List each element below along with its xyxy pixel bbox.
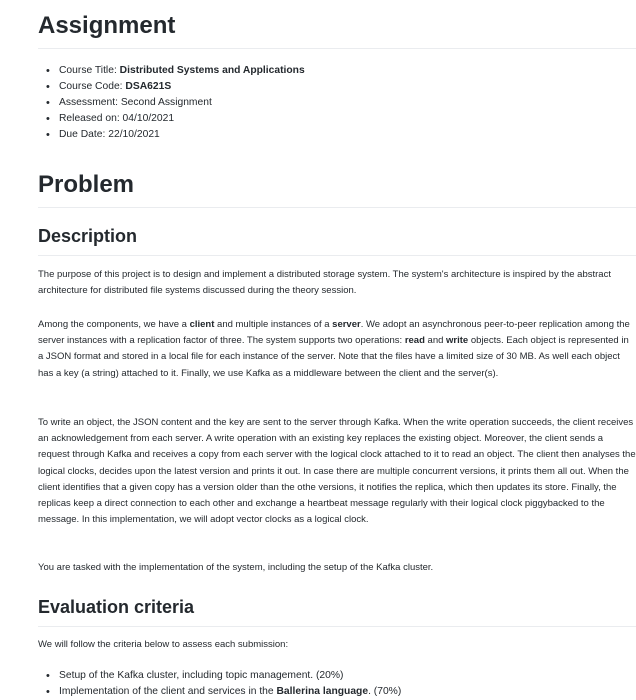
evaluation-intro: We will follow the criteria below to assess each submission: (38, 639, 289, 650)
description-paragraph-2 (38, 317, 636, 382)
p2-bold-write: write (446, 335, 469, 347)
released-label: Released on: (59, 113, 123, 124)
assignment-section (38, 12, 636, 49)
released-value: 04/10/2021 (122, 113, 175, 124)
problem-heading: Problem (38, 171, 636, 208)
course-code-value: DSA621S (125, 81, 172, 92)
course-title-item (59, 63, 636, 79)
due-date-item (59, 127, 636, 143)
course-code-item (59, 79, 636, 95)
assessment-label: Assessment: (59, 97, 121, 108)
released-item (59, 111, 636, 127)
p2-text-4: and (424, 335, 447, 347)
p2-bold-server: server (332, 319, 361, 330)
criterion-item (59, 668, 636, 684)
evaluation-criteria-list (38, 668, 636, 700)
due-date-label: Due Date: (59, 129, 109, 140)
problem-section (38, 171, 636, 208)
course-title-label: Course Title: (59, 65, 120, 76)
criterion-bold-ballerina: Ballerina language (276, 686, 369, 697)
p2-text-1: Among the components, we have a (38, 319, 190, 330)
p2-bold-read: read (404, 335, 425, 347)
assessment-item (59, 95, 636, 111)
criterion-item (59, 684, 636, 700)
criterion-text: . (70%) (368, 686, 402, 697)
description-heading: Description (38, 225, 636, 256)
course-info-list (38, 63, 636, 143)
due-date-value: 22/10/2021 (108, 129, 160, 140)
evaluation-heading: Evaluation criteria (38, 596, 636, 627)
p2-bold-client: client (189, 319, 215, 330)
course-title-value: Distributed Systems and Applications (119, 65, 305, 76)
description-section (38, 225, 636, 256)
p2-text-3: . We adopt an asynchronous peer-to-peer replication among the server instances with a replication factor of three. The system supports two operations: (38, 319, 630, 347)
assignment-heading: Assignment (38, 12, 636, 49)
criterion-text: Implementation of the client and services in the (59, 686, 277, 697)
p2-text-2: and multiple instances of a (214, 319, 333, 330)
course-code-label: Course Code: (59, 81, 126, 92)
p2-text-5: objects. Each object is represented in a JSON format and stored in a local file for each instance of the server. Note that the files have a limited size of 30 MB. As well each object has a key (a string) attached to it. Finally, we use Kafka as a middleware between the client and the server(s). (38, 335, 629, 379)
description-paragraph-4: You are tasked with the implementation of the system, including the setup of the Kafka cluster. (38, 562, 434, 573)
assessment-value: Second Assignment (120, 97, 212, 108)
criterion-text: Setup of the Kafka cluster, including topic management. (20%) (59, 670, 344, 681)
evaluation-section (38, 596, 636, 627)
description-paragraph-3: To write an object, the JSON content and the key are sent to the server through Kafka. When the write operation succeeds, the client receives an acknowledgement from each server. A write operation with an existing key replaces the existing object. Moreover, the client sends a request through Kafka and receives a copy from each server with the logical clock attached to it to read an object. The client then analyses the logical clocks, decides upon the latest version and prints it out. In case there are multiple concurrent versions, it prints them all out. When the client identifies that a given copy has a version older than the othe versions, it notifies the replica, which then updates its store. Finally, the replicas keep a direct connection to each other and exchange a heartbeat message regularly with their logical clock piggybacked to the message. In this implementation, we will adopt vector clocks as a logical clock. (38, 417, 636, 526)
description-paragraph-1: The purpose of this project is to design and implement a distributed storage system. The system's architecture is inspired by the abstract architecture for distributed file systems discussed during the theory session. (38, 269, 611, 297)
